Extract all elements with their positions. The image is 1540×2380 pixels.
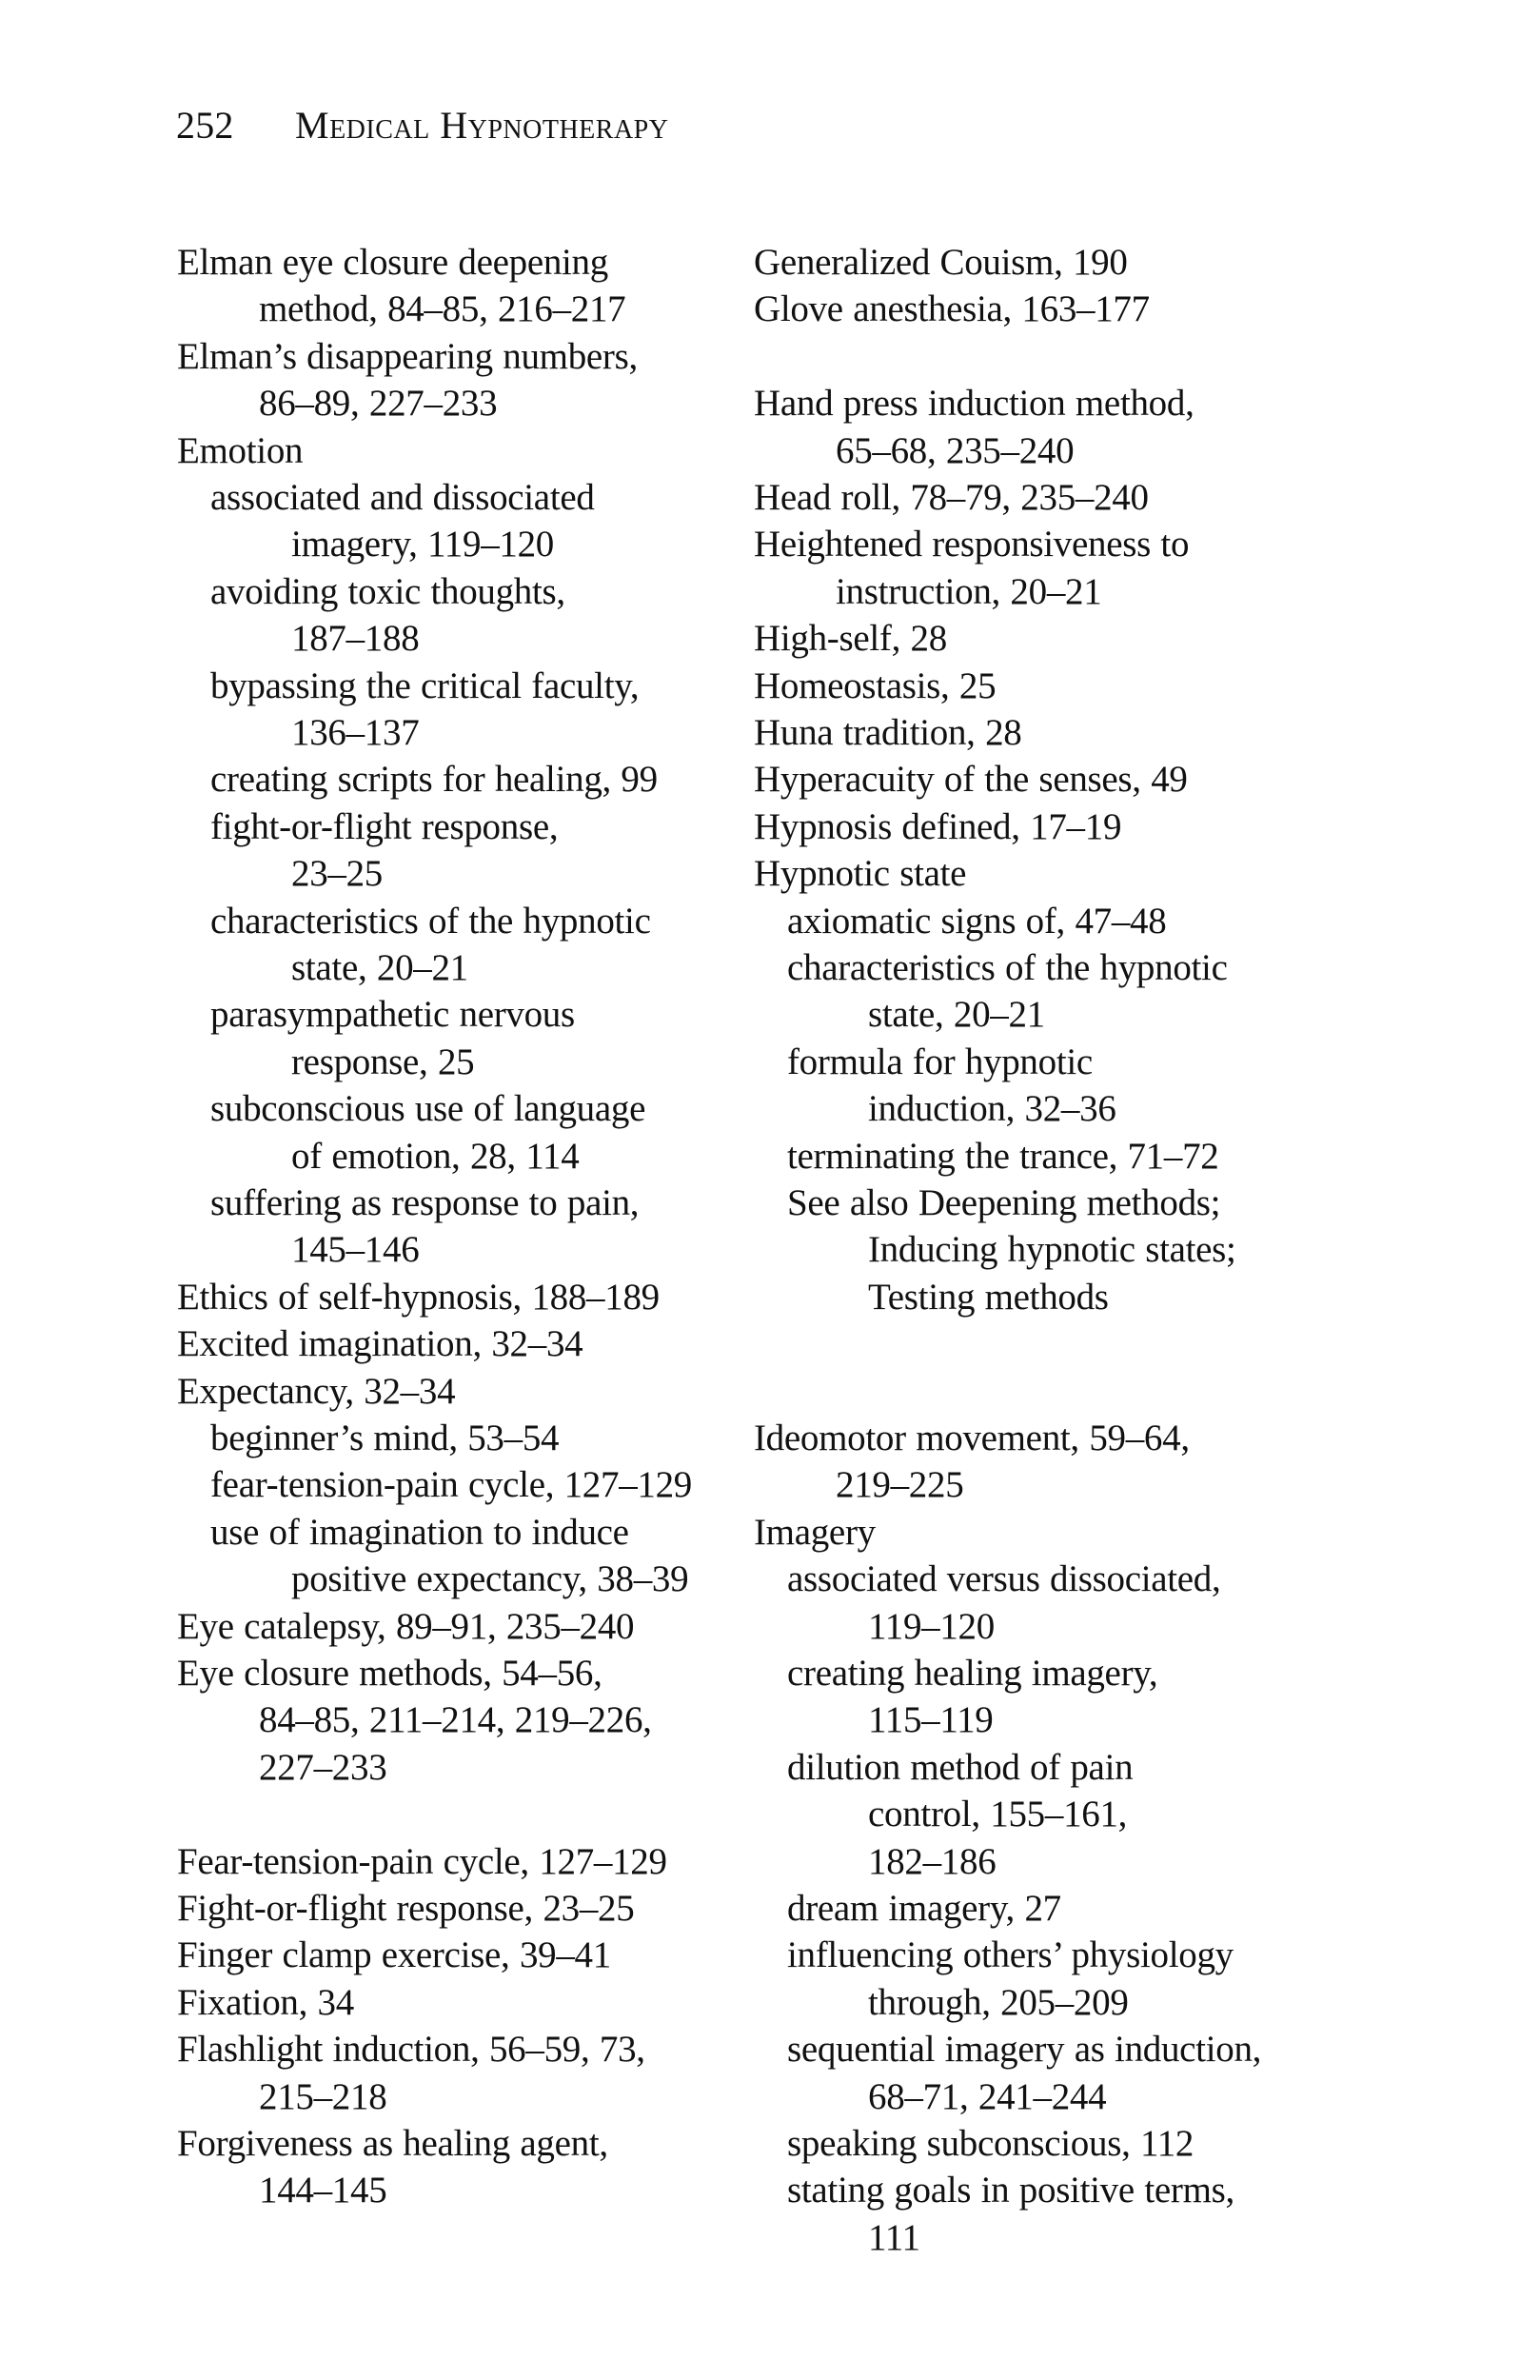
index-entry-line: 219–225 [836, 1464, 964, 1505]
index-subentry-line: See also Deepening methods; [787, 1182, 1221, 1223]
index-entry-line: instruction, 20–21 [836, 571, 1102, 612]
index-subentry-line: formula for hypnotic [787, 1041, 1093, 1082]
index-subentry-line: positive expectancy, 38–39 [291, 1558, 689, 1599]
page-number: 252 [176, 104, 234, 147]
index-entry-line: Eye catalepsy, 89–91, 235–240 [177, 1606, 635, 1647]
index-entry-line: Hyperacuity of the senses, 49 [754, 759, 1188, 800]
index-subentry-line: 115–119 [868, 1699, 994, 1740]
index-entry-line: 84–85, 211–214, 219–226, [259, 1699, 652, 1740]
index-entry-line: Hypnotic state [754, 853, 967, 894]
index-entry-line: Flashlight induction, 56–59, 73, [177, 2029, 645, 2070]
index-entry-line: method, 84–85, 216–217 [259, 288, 626, 329]
index-entry-line: Elman’s disappearing numbers, [177, 336, 638, 377]
index-subentry-line: through, 205–209 [868, 1982, 1129, 2023]
index-entry-line: High-self, 28 [754, 618, 947, 659]
index-subentry-line: dream imagery, 27 [787, 1888, 1061, 1929]
index-subentry-line: bypassing the critical faculty, [210, 665, 640, 706]
index-entry-line: 227–233 [259, 1747, 387, 1788]
index-subentry-line: fight-or-flight response, [210, 806, 559, 847]
index-subentry-line: suffering as response to pain, [210, 1182, 640, 1223]
index-entry-line: Expectancy, 32–34 [177, 1371, 456, 1412]
index-entry-line: 144–145 [259, 2170, 387, 2211]
index-entry-line: Head roll, 78–79, 235–240 [754, 477, 1149, 518]
running-head [176, 102, 668, 149]
index-entry-line: Emotion [177, 430, 304, 471]
index-subentry-line: 119–120 [868, 1606, 995, 1647]
index-subentry-line: creating healing imagery, [787, 1653, 1158, 1694]
index-entry-line: Elman eye closure deepening [177, 242, 608, 283]
index-subentry-line: 187–188 [291, 618, 420, 659]
index-entry-line: Finger clamp exercise, 39–41 [177, 1934, 611, 1975]
index-entry-line: 86–89, 227–233 [259, 383, 498, 424]
index-entry-line: Eye closure methods, 54–56, [177, 1653, 602, 1694]
index-entry-line: Fixation, 34 [177, 1982, 354, 2023]
index-subentry-line: axiomatic signs of, 47–48 [787, 901, 1167, 942]
index-entry-line: 65–68, 235–240 [836, 430, 1075, 471]
index-entry-line: Imagery [754, 1512, 876, 1553]
index-subentry-line: imagery, 119–120 [291, 524, 554, 565]
index-subentry-line: 182–186 [868, 1841, 997, 1882]
index-subentry-line: dilution method of pain [787, 1747, 1134, 1788]
index-subentry-line: 145–146 [291, 1229, 420, 1270]
index-subentry-line: associated versus dissociated, [787, 1558, 1221, 1599]
index-entry-line: Ideomotor movement, 59–64, [754, 1418, 1190, 1458]
index-subentry-line: 136–137 [291, 712, 420, 753]
index-entry-line: Huna tradition, 28 [754, 712, 1022, 753]
index-subentry-line: terminating the trance, 71–72 [787, 1136, 1219, 1177]
index-subentry-line: response, 25 [291, 1041, 475, 1082]
index-entry-line: Generalized Couism, 190 [754, 242, 1128, 283]
index-subentry-line: induction, 32–36 [868, 1088, 1116, 1129]
index-entry-line: Forgiveness as healing agent, [177, 2123, 608, 2164]
index-entry-line: Ethics of self-hypnosis, 188–189 [177, 1277, 660, 1318]
index-subentry-line: Inducing hypnotic states; [868, 1229, 1236, 1270]
index-subentry-line: characteristics of the hypnotic [210, 901, 651, 942]
index-subentry-line: avoiding toxic thoughts, [210, 571, 565, 612]
index-subentry-line: creating scripts for healing, 99 [210, 759, 658, 800]
index-subentry-line: state, 20–21 [868, 994, 1045, 1035]
index-subentry-line: control, 155–161, [868, 1794, 1128, 1835]
index-entry-line: 215–218 [259, 2076, 387, 2117]
index-subentry-line: Testing methods [868, 1277, 1109, 1318]
index-entry-line: Excited imagination, 32–34 [177, 1323, 583, 1364]
index-subentry-line: stating goals in positive terms, [787, 2170, 1234, 2211]
index-subentry-line: subconscious use of language [210, 1088, 646, 1129]
index-subentry-line: 68–71, 241–244 [868, 2076, 1107, 2117]
index-entry-line: Glove anesthesia, 163–177 [754, 288, 1150, 329]
index-subentry-line: characteristics of the hypnotic [787, 947, 1228, 988]
index-subentry-line: beginner’s mind, 53–54 [210, 1418, 560, 1458]
index-subentry-line: 23–25 [291, 853, 384, 894]
index-subentry-line: state, 20–21 [291, 947, 468, 988]
index-subentry-line: 111 [868, 2217, 920, 2258]
index-subentry-line: influencing others’ physiology [787, 1934, 1234, 1975]
index-entry-line: Fear-tension-pain cycle, 127–129 [177, 1841, 667, 1882]
index-subentry-line: associated and dissociated [210, 477, 595, 518]
index-subentry-line: sequential imagery as induction, [787, 2029, 1262, 2070]
index-entry-line: Hypnosis defined, 17–19 [754, 806, 1122, 847]
index-entry-line: Fight-or-flight response, 23–25 [177, 1888, 635, 1929]
index-entry-line: Homeostasis, 25 [754, 665, 997, 706]
index-entry-line: Hand press induction method, [754, 383, 1194, 424]
index-subentry-line: of emotion, 28, 114 [291, 1136, 580, 1177]
index-entry-line: Heightened responsiveness to [754, 524, 1190, 565]
index-subentry-line: speaking subconscious, 112 [787, 2123, 1194, 2164]
book-title: Medical Hypnotherapy [295, 104, 669, 147]
index-subentry-line: use of imagination to induce [210, 1512, 629, 1553]
index-subentry-line: fear-tension-pain cycle, 127–129 [210, 1464, 693, 1505]
index-subentry-line: parasympathetic nervous [210, 994, 575, 1035]
